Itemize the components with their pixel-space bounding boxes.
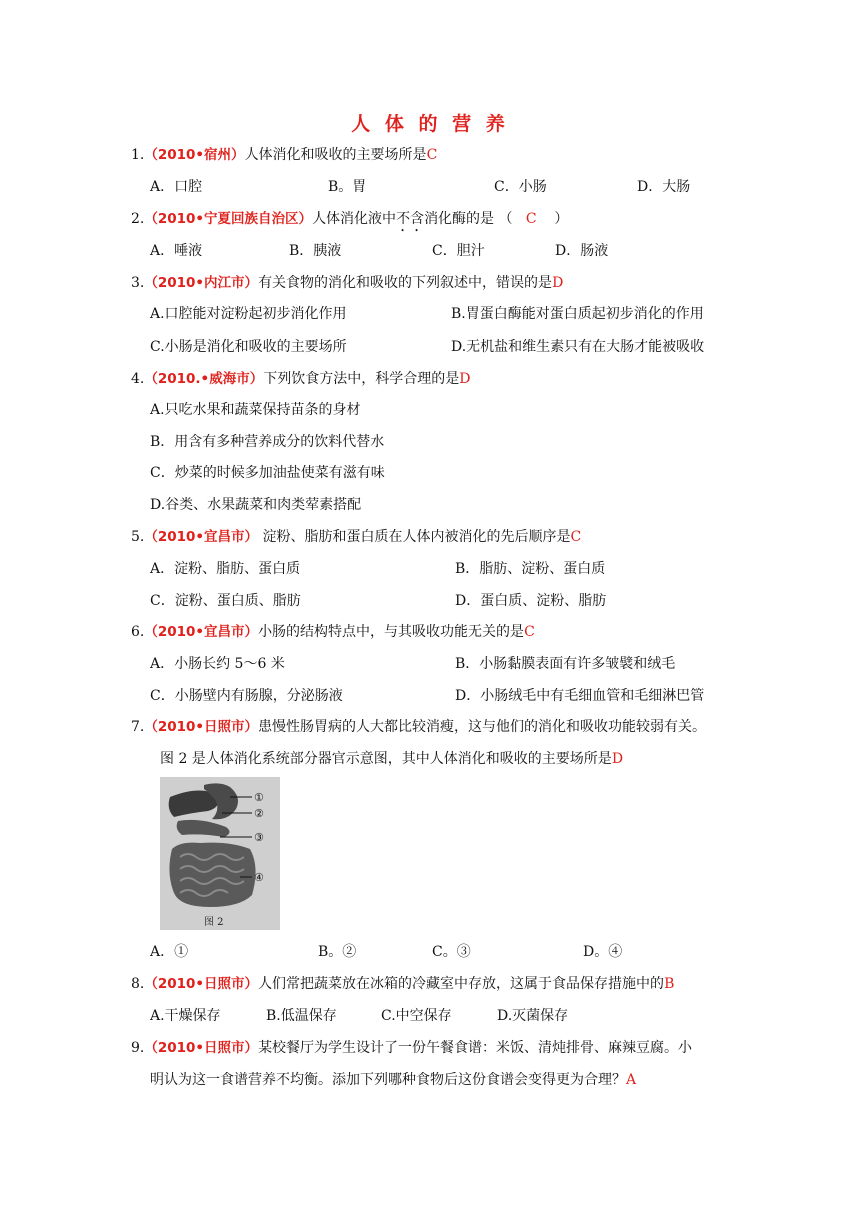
question-source: （2010•宁夏回族自治区）: [144, 211, 313, 227]
question-number: 9.: [131, 1040, 145, 1056]
label-1: ①: [254, 791, 264, 804]
question-number: 2.: [131, 211, 145, 227]
question-9: [131, 1037, 692, 1059]
option-a: A．口腔: [150, 179, 203, 195]
option-b: B．胰液: [289, 243, 342, 259]
question-8: [131, 973, 674, 995]
question-number: 4.: [131, 371, 145, 387]
answer: D: [611, 751, 624, 767]
option-d: D．大肠: [637, 179, 691, 195]
question-number: 1.: [131, 147, 145, 163]
option-c: C．小肠: [494, 179, 547, 195]
answer: D: [459, 371, 471, 387]
option-b: B．用含有多种营养成分的饮料代替水: [150, 434, 385, 450]
option-c: C．胆汁: [432, 243, 485, 259]
option-c: C。③: [432, 944, 471, 960]
option-b: B。胃: [328, 179, 367, 195]
question-stem-continued: 明认为这一食谱营养不均衡。添加下列哪种食物后这份食谱会变得更为合理？: [150, 1072, 626, 1088]
option-b: B。②: [318, 944, 357, 960]
option-a: A.只吃水果和蔬菜保持苗条的身材: [150, 402, 361, 418]
question-paren-close: ）: [554, 211, 569, 227]
option-d: D.灭菌保存: [497, 1008, 569, 1024]
question-9-continued: [150, 1069, 636, 1091]
option-b: B.低温保存: [266, 1008, 337, 1024]
answer: C: [426, 147, 438, 163]
digestive-system-figure: [160, 777, 280, 930]
option-d: D.无机盐和维生素只有在大肠才能被吸收: [451, 339, 705, 355]
question-stem: 下列饮食方法中，科学合理的是: [263, 371, 460, 387]
option-c: C．小肠壁内有肠腺，分泌肠液: [150, 688, 343, 704]
question-stem: 有关食物的消化和吸收的下列叙述中，错误的是: [258, 275, 553, 291]
question-7: [131, 716, 706, 738]
option-b: B．脂肪、淀粉、蛋白质: [455, 561, 606, 577]
label-3: ③: [254, 831, 264, 844]
question-2: [131, 208, 568, 235]
question-stem: 人体消化液中: [312, 211, 397, 227]
answer: C: [525, 211, 537, 227]
question-6: [131, 621, 535, 643]
question-stem: 患慢性肠胃病的人大都比较消瘦，这与他们的消化和吸收功能较弱有关。: [258, 719, 707, 735]
question-number: 5.: [131, 529, 145, 545]
answer: A: [626, 1072, 637, 1088]
emphasis-text: 不含: [396, 211, 425, 227]
question-3: [131, 272, 563, 294]
question-stem: 人们常把蔬菜放在冰箱的冷藏室中存放，这属于食品保存措施中的: [258, 976, 665, 992]
option-c: C.小肠是消化和吸收的主要场所: [150, 339, 347, 355]
option-b: B.胃蛋白酶能对蛋白质起初步消化的作用: [451, 306, 704, 322]
option-d: D．蛋白质、淀粉、脂肪: [455, 593, 607, 609]
question-source: （2010•日照市）: [144, 719, 259, 735]
intestine-shape: [169, 843, 255, 907]
option-a: A．淀粉、脂肪、蛋白质: [150, 561, 301, 577]
question-stem-continued: 图 2 是人体消化系统部分器官示意图，其中人体消化和吸收的主要场所是: [160, 751, 612, 767]
question-source: （2010•宜昌市）: [144, 529, 259, 545]
option-d: D．小肠绒毛中有毛细血管和毛细淋巴管: [455, 688, 705, 704]
label-2: ②: [254, 807, 264, 820]
question-1: [131, 144, 437, 166]
question-stem: 某校餐厅为学生设计了一份午餐食谱：米饭、清炖排骨、麻辣豆腐。小: [258, 1040, 693, 1056]
question-source: （2010•宜昌市）: [144, 624, 259, 640]
question-source: （2010•日照市）: [144, 976, 259, 992]
option-a: A．唾液: [150, 243, 203, 259]
option-a: A.干燥保存: [150, 1008, 221, 1024]
answer: B: [664, 976, 675, 992]
option-a: A.口腔能对淀粉起初步消化作用: [150, 306, 347, 322]
question-number: 8.: [131, 976, 145, 992]
question-source: （2010•日照市）: [144, 1040, 259, 1056]
answer: D: [552, 275, 564, 291]
option-a: A．①: [150, 944, 189, 960]
answer: C: [570, 529, 582, 545]
question-stem: 小肠的结构特点中，与其吸收功能无关的是: [258, 624, 525, 640]
option-c: C.中空保存: [381, 1008, 452, 1024]
option-b: B．小肠黏膜表面有许多皱襞和绒毛: [455, 656, 676, 672]
option-c: C．淀粉、蛋白质、脂肪: [150, 593, 301, 609]
question-7-continued: [160, 748, 623, 770]
option-d: D.谷类、水果蔬菜和肉类荤素搭配: [150, 497, 362, 513]
question-5: [131, 526, 581, 548]
answer: C: [524, 624, 535, 640]
option-a: A．小肠长约 5～6 米: [150, 656, 285, 672]
label-4: ④: [254, 871, 264, 884]
document-title: 人 体 的 营 养: [351, 113, 509, 135]
question-4: [131, 368, 470, 390]
option-d: D．肠液: [555, 243, 609, 259]
question-source: （2010•宿州）: [144, 147, 245, 163]
option-c: C．炒菜的时候多加油盐使菜有滋有味: [150, 465, 385, 481]
question-number: 7.: [131, 719, 145, 735]
figure-caption: 图 2: [204, 917, 224, 928]
question-number: 6.: [131, 624, 145, 640]
question-number: 3.: [131, 275, 145, 291]
question-stem-rest: 消化酶的是 （: [424, 211, 513, 227]
question-source: （2010.•威海市）: [144, 371, 264, 387]
question-stem: 人体消化和吸收的主要场所是: [244, 147, 427, 163]
option-d: D。④: [583, 944, 623, 960]
question-source: （2010•内江市）: [144, 275, 259, 291]
question-stem: 淀粉、脂肪和蛋白质在人体内被消化的先后顺序是: [258, 529, 571, 545]
